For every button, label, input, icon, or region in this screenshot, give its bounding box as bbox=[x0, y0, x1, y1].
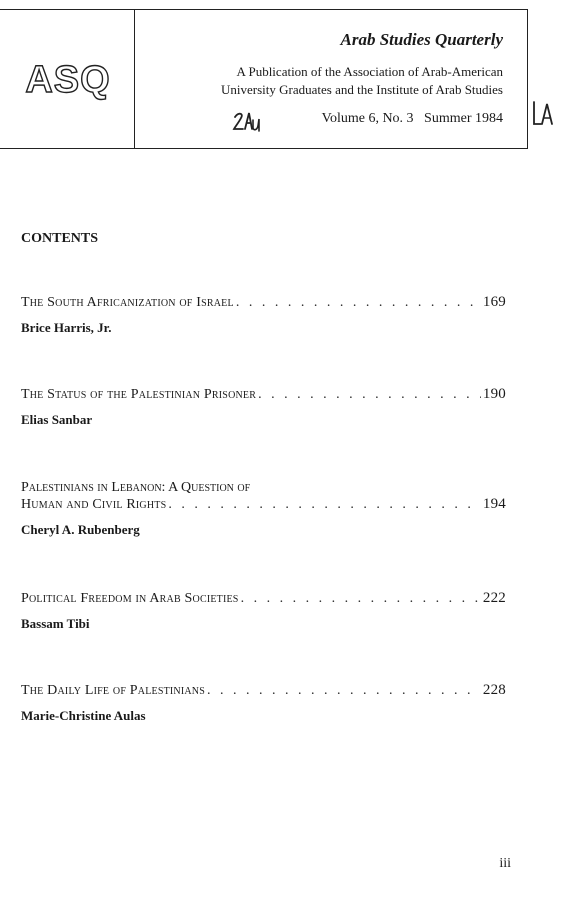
dot-leader bbox=[207, 683, 481, 699]
contents-heading: CONTENTS bbox=[21, 231, 99, 246]
entry-author: Cheryl A. Rubenberg bbox=[21, 522, 140, 537]
toc-entry[interactable] bbox=[21, 480, 506, 538]
toc-entry[interactable] bbox=[21, 590, 506, 632]
page-number: iii bbox=[499, 856, 511, 871]
dot-leader bbox=[241, 591, 481, 607]
entry-title: The Status of the Palestinian Prisoner bbox=[21, 387, 257, 402]
entry-author: Bassam Tibi bbox=[21, 616, 90, 631]
dot-leader bbox=[168, 497, 481, 513]
toc-entry[interactable] bbox=[21, 294, 506, 336]
volume-issue: Volume 6, No. 3 Summer 1984 bbox=[321, 111, 503, 126]
entry-page-number: 169 bbox=[482, 294, 506, 310]
entry-page-number: 222 bbox=[482, 590, 506, 606]
entry-title: The Daily Life of Palestinians bbox=[21, 683, 205, 698]
toc-entry[interactable] bbox=[21, 682, 506, 724]
publication-line-2: University Graduates and the Institute of Arab Studies bbox=[221, 82, 503, 97]
entry-author: Brice Harris, Jr. bbox=[21, 320, 112, 335]
asq-logo bbox=[8, 54, 128, 102]
asq-logo-text: ASQ bbox=[25, 59, 111, 101]
entry-title: Political Freedom in Arab Societies bbox=[21, 591, 239, 606]
publication-line-1: A Publication of the Association of Arab-American bbox=[236, 64, 503, 79]
entry-page-number: 190 bbox=[482, 386, 506, 402]
handwritten-mark bbox=[232, 108, 262, 136]
entry-author: Marie-Christine Aulas bbox=[21, 708, 146, 723]
entry-title: The South Africanization of Israel bbox=[21, 295, 234, 310]
dot-leader bbox=[236, 295, 481, 311]
toc-entry[interactable] bbox=[21, 386, 506, 428]
entry-page-number: 228 bbox=[482, 682, 506, 698]
journal-title: Arab Studies Quarterly bbox=[340, 30, 503, 49]
entry-page-number: 194 bbox=[482, 496, 506, 512]
masthead-box bbox=[0, 9, 528, 149]
dot-leader bbox=[258, 387, 481, 403]
entry-title-line-2: Human and Civil Rights bbox=[21, 497, 167, 512]
margin-handwritten-mark bbox=[531, 98, 555, 130]
masthead-divider bbox=[134, 10, 135, 148]
entry-author: Elias Sanbar bbox=[21, 412, 93, 427]
entry-title-line-1: Palestinians in Lebanon: A Question of bbox=[21, 480, 251, 495]
